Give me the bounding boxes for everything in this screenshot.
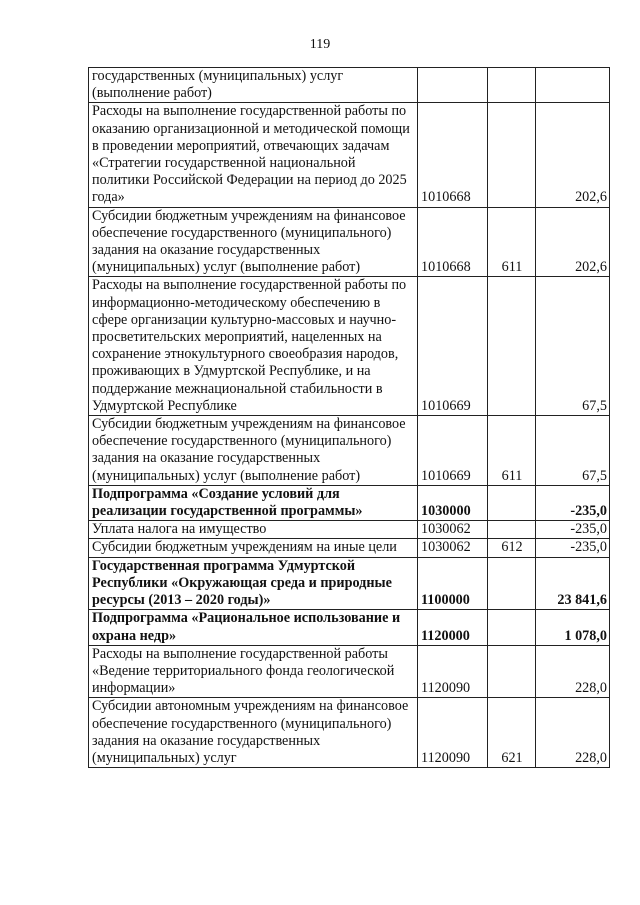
row-target-code: 1030000 [418,485,488,520]
table-row [89,645,610,698]
row-amount: 1 078,0 [536,610,610,645]
row-target-code: 1030062 [418,539,488,557]
row-target-code: 1010669 [418,416,488,486]
row-description: Уплата налога на имущество [89,521,418,539]
row-expense-type: 611 [488,207,536,277]
row-description: Субсидии бюджетным учреждениям на финансовое обеспечение государственного (муниципального) задания на оказание государственных (муниципальных) услуг (выполнение работ) [89,416,418,486]
row-amount [536,68,610,103]
row-amount: 67,5 [536,416,610,486]
row-target-code: 1120000 [418,610,488,645]
row-expense-type [488,557,536,610]
row-description: Расходы на выполнение государственной работы по оказанию организационной и методической помощи в проведении мероприятий, отвечающих задачам «Стратегии государственной национальной политики Российской Федерации на период до 2025 года» [89,103,418,207]
row-amount: -235,0 [536,485,610,520]
row-target-code: 1120090 [418,645,488,698]
table-row [89,610,610,645]
table-body [89,68,610,768]
row-expense-type: 612 [488,539,536,557]
row-expense-type [488,521,536,539]
row-amount: 228,0 [536,698,610,768]
row-expense-type [488,68,536,103]
row-expense-type: 621 [488,698,536,768]
row-description: Подпрограмма «Создание условий для реализации государственной программы» [89,485,418,520]
row-description: государственных (муниципальных) услуг (выполнение работ) [89,68,418,103]
table-row [89,103,610,207]
page-number: 119 [309,37,331,52]
row-amount: -235,0 [536,539,610,557]
row-amount: 202,6 [536,103,610,207]
row-expense-type [488,645,536,698]
row-target-code [418,68,488,103]
row-target-code: 1010668 [418,207,488,277]
row-target-code: 1120090 [418,698,488,768]
row-amount: 67,5 [536,277,610,416]
row-amount: 23 841,6 [536,557,610,610]
budget-table [88,67,610,768]
table-row [89,416,610,486]
row-description: Субсидии автономным учреждениям на финансовое обеспечение государственного (муниципального) задания на оказание государственных (муниципальных) услуг [89,698,418,768]
table-row [89,277,610,416]
table-row [89,68,610,103]
row-amount: 228,0 [536,645,610,698]
row-expense-type [488,485,536,520]
row-description: Субсидии бюджетным учреждениям на финансовое обеспечение государственного (муниципального) задания на оказание государственных (муниципальных) услуг (выполнение работ) [89,207,418,277]
row-target-code: 1010669 [418,277,488,416]
row-amount: -235,0 [536,521,610,539]
row-target-code: 1010668 [418,103,488,207]
row-target-code: 1030062 [418,521,488,539]
row-description: Расходы на выполнение государственной работы по информационно-методическому обеспечению в сфере организации культурно-массовых и научно-просветительских мероприятий, нацеленных на сохранение этнокультурного своеобразия народов, проживающих в Удмуртской Республике, и на поддержание межнациональной стабильности в Удмуртской Республике [89,277,418,416]
row-expense-type [488,610,536,645]
table-row [89,521,610,539]
row-description: Государственная программа Удмуртской Республики «Окружающая среда и природные ресурсы (2013 – 2020 годы)» [89,557,418,610]
row-expense-type: 611 [488,416,536,486]
table-row [89,485,610,520]
table-row [89,557,610,610]
row-description: Субсидии бюджетным учреждениям на иные цели [89,539,418,557]
row-expense-type [488,277,536,416]
table-row [89,207,610,277]
table-row [89,539,610,557]
row-expense-type [488,103,536,207]
table-row [89,698,610,768]
row-amount: 202,6 [536,207,610,277]
row-description: Подпрограмма «Рациональное использование и охрана недр» [89,610,418,645]
row-description: Расходы на выполнение государственной работы «Ведение территориального фонда геологической информации» [89,645,418,698]
row-target-code: 1100000 [418,557,488,610]
